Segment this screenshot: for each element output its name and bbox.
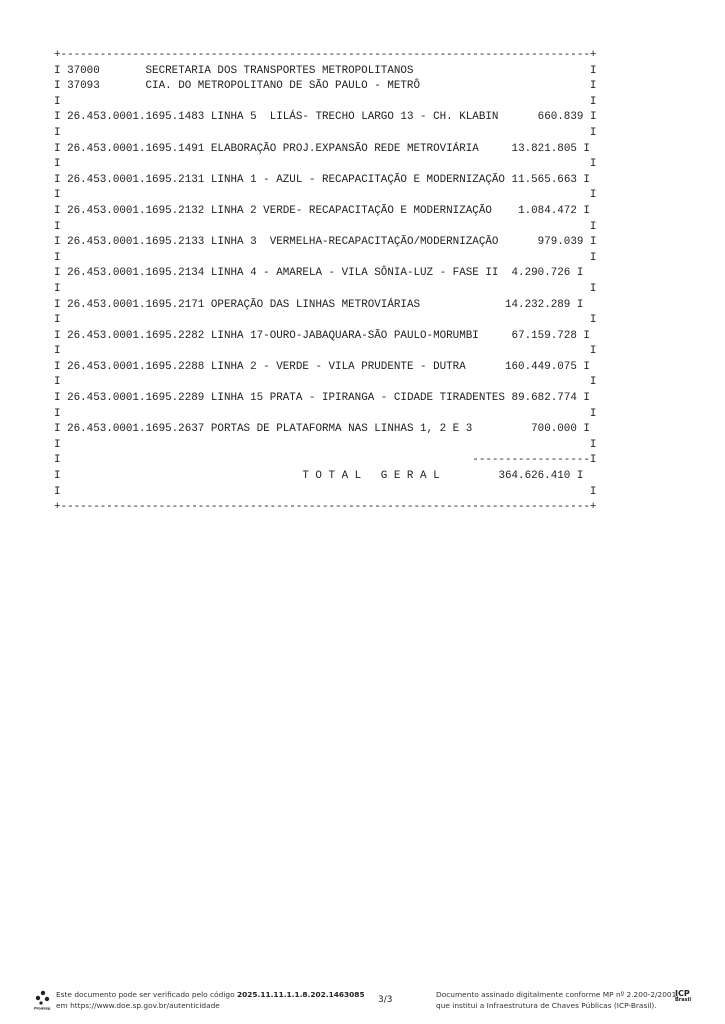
verification-note xyxy=(56,990,365,1011)
item-row: I 26.453.0001.1695.2288 LINHA 2 - VERDE - VILA PRUDENTE - DUTRA 160.449.075 I xyxy=(54,360,590,373)
item-value: 13.821.805 xyxy=(511,142,577,155)
verify-prefix: Este documento pode ser verificado pelo código xyxy=(56,990,235,999)
item-code: 26.453.0001.1695.2134 xyxy=(67,267,205,280)
item-value: 89.682.774 xyxy=(511,392,577,405)
item-description: LINHA 5 LILÁS- TRECHO LARGO 13 - CH. KLABIN xyxy=(210,111,499,124)
budget-report: +---------------------------------------------------------------------------------+ I 37000 SECRETARIA DOS TRANSPORTES METROPOLITANOS I I 37093 CIA. DO METROPOLITANO DE SÃO PAULO - METRÔ I I I I 26.453.0001.1695.1483 LINHA 5 LILÁS- TRECHO LARGO 13 - CH. KLABIN 660.839 I I I I 26.453.0001.1695.1491 ELABORAÇÃO PROJ.EXPANSÃO REDE METROVIÁRIA 13.821.805 I I I I 26.453.0001.1695.2131 LINHA 1 - AZUL - RECAPACITAÇÃO E MODERNIZAÇÃO 11.565.663 I I I I 26.453.0001.1695.2132 LINHA 2 VERDE- RECAPACITAÇÃO E MODERNIZAÇÃO 1.084.472 I I I I 26.453.0001.1695.2133 LINHA 3 VERMELHA-RECAPACITAÇÃO/MODERNIZAÇÃO 979.039 I I I I 26.453.0001.1695.2134 LINHA 4 - AMARELA - VILA SÔNIA-LUZ - FASE II 4.290.726 I I I I 26.453.0001.1695.2171 OPERAÇÃO DAS LINHAS METROVIÁRIAS 14.232.289 I I I I 26.453.0001.1695.2282 LINHA 17-OURO-JABAQUARA-SÃO PAULO-MORUMBI 67.159.728 I I I I 26.453.0001.1695.2288 LINHA 2 - VERDE - VILA PRUDENTE - DUTRA 160.449.075 I I I I 26.453.0001.1695.2289 LINHA 15 PRATA - IPIRANGA - CIDADE TIRADENTES 89.682.774 I I I I 26.453.0001.1695.2637 PORTAS DE PLATAFORMA NAS LINHAS 1, 2 E 3 700.000 I I I I ------------------I I T O T A L G E R A L 364.626.410 I I I +---------------------------------------------------------------------------------+ xyxy=(54,48,596,516)
signed-line-1: Documento assinado digitalmente conforme MP nº 2.200-2/2001, xyxy=(436,990,679,999)
org-code: 37093 xyxy=(67,80,100,93)
item-description: OPERAÇÃO DAS LINHAS METROVIÁRIAS xyxy=(210,298,421,311)
item-description: LINHA 2 - VERDE - VILA PRUDENTE - DUTRA xyxy=(210,360,466,373)
total-row: I T O T A L G E R A L 364.626.410 I xyxy=(54,470,584,483)
org-row: I 37093 CIA. DO METROPOLITANO DE SÃO PAULO - METRÔ I xyxy=(54,80,597,93)
page-footer xyxy=(0,988,725,1018)
item-value: 4.290.726 xyxy=(511,267,571,280)
item-description: ELABORAÇÃO PROJ.EXPANSÃO REDE METROVIÁRIA xyxy=(210,142,479,155)
item-description: LINHA 15 PRATA - IPIRANGA - CIDADE TIRADENTES xyxy=(210,392,505,405)
logo-caption: Prodesp xyxy=(34,1006,51,1010)
item-code: 26.453.0001.1695.2637 xyxy=(67,423,205,436)
item-code: 26.453.0001.1695.1491 xyxy=(67,142,205,155)
prodesp-logo-icon xyxy=(34,990,52,1010)
org-code: 37000 xyxy=(67,64,100,77)
total-label: T O T A L G E R A L xyxy=(302,470,440,483)
org-name: SECRETARIA DOS TRANSPORTES METROPOLITANOS xyxy=(145,64,414,77)
item-row: I 26.453.0001.1695.2132 LINHA 2 VERDE- RECAPACITAÇÃO E MODERNIZAÇÃO 1.084.472 I xyxy=(54,204,590,217)
item-row: I 26.453.0001.1695.1491 ELABORAÇÃO PROJ.EXPANSÃO REDE METROVIÁRIA 13.821.805 I xyxy=(54,142,590,155)
item-value: 1.084.472 xyxy=(518,204,577,217)
item-code: 26.453.0001.1695.2289 xyxy=(67,392,205,405)
verify-code: 2025.11.11.1.1.8.202.1463085 xyxy=(236,990,365,999)
item-code: 26.453.0001.1695.2288 xyxy=(67,360,205,373)
verify-url[interactable]: em https://www.doe.sp.gov.br/autenticidade xyxy=(56,1000,220,1010)
page-number: 3/3 xyxy=(378,995,393,1005)
item-description: LINHA 1 - AZUL - RECAPACITAÇÃO E MODERNIZAÇÃO xyxy=(210,173,505,186)
item-row: I 26.453.0001.1695.2133 LINHA 3 VERMELHA-RECAPACITAÇÃO/MODERNIZAÇÃO 979.039 I xyxy=(54,236,597,249)
report-border-bottom: +---------------------------------------------------------------------------------+ xyxy=(54,501,597,514)
item-description: LINHA 2 VERDE- RECAPACITAÇÃO E MODERNIZAÇÃO xyxy=(210,204,492,217)
icp-logo-sub: Brasil xyxy=(675,997,692,1003)
item-description: LINHA 3 VERMELHA-RECAPACITAÇÃO/MODERNIZAÇÃO xyxy=(210,236,499,249)
item-value: 67.159.728 xyxy=(511,329,577,342)
item-row: I 26.453.0001.1695.1483 LINHA 5 LILÁS- TRECHO LARGO 13 - CH. KLABIN 660.839 I xyxy=(54,111,597,124)
item-code: 26.453.0001.1695.2132 xyxy=(67,204,205,217)
item-value: 979.039 xyxy=(537,236,584,249)
signed-line-2: que institui a Infraestrutura de Chaves Públicas (ICP-Brasil). xyxy=(436,1000,657,1010)
total-rule: ------------------ xyxy=(472,454,590,467)
item-code: 26.453.0001.1695.2131 xyxy=(67,173,205,186)
item-description: PORTAS DE PLATAFORMA NAS LINHAS 1, 2 E 3 xyxy=(210,423,473,436)
item-row: I 26.453.0001.1695.2289 LINHA 15 PRATA - IPIRANGA - CIDADE TIRADENTES 89.682.774 I xyxy=(54,392,590,405)
item-value: 700.000 xyxy=(531,423,577,436)
item-row: I 26.453.0001.1695.2171 OPERAÇÃO DAS LINHAS METROVIÁRIAS 14.232.289 I xyxy=(54,298,584,311)
item-row: I 26.453.0001.1695.2282 LINHA 17-OURO-JABAQUARA-SÃO PAULO-MORUMBI 67.159.728 I xyxy=(54,329,590,342)
item-value: 11.565.663 xyxy=(511,173,577,186)
item-value: 660.839 xyxy=(537,111,584,124)
item-value: 160.449.075 xyxy=(504,360,577,373)
item-code: 26.453.0001.1695.2133 xyxy=(67,236,205,249)
org-name: CIA. DO METROPOLITANO DE SÃO PAULO - METRÔ xyxy=(145,80,421,93)
item-row: I 26.453.0001.1695.2131 LINHA 1 - AZUL - RECAPACITAÇÃO E MODERNIZAÇÃO 11.565.663 I xyxy=(54,173,590,186)
item-code: 26.453.0001.1695.1483 xyxy=(67,111,205,124)
icp-logo-text: ICP xyxy=(675,989,690,998)
item-code: 26.453.0001.1695.2282 xyxy=(67,329,205,342)
report-border-top: +---------------------------------------------------------------------------------+ xyxy=(54,49,597,61)
item-row: I 26.453.0001.1695.2134 LINHA 4 - AMARELA - VILA SÔNIA-LUZ - FASE II 4.290.726 I xyxy=(54,267,584,280)
item-row: I 26.453.0001.1695.2637 PORTAS DE PLATAFORMA NAS LINHAS 1, 2 E 3 700.000 I xyxy=(54,423,590,436)
org-row: I 37000 SECRETARIA DOS TRANSPORTES METROPOLITANOS I xyxy=(54,64,597,77)
item-value: 14.232.289 xyxy=(504,298,571,311)
item-code: 26.453.0001.1695.2171 xyxy=(67,298,205,311)
total-value: 364.626.410 xyxy=(498,470,571,483)
item-description: LINHA 17-OURO-JABAQUARA-SÃO PAULO-MORUMBI xyxy=(210,329,479,342)
signature-note xyxy=(436,990,679,1011)
item-description: LINHA 4 - AMARELA - VILA SÔNIA-LUZ - FASE II xyxy=(210,267,499,280)
total-rule-row: I ------------------I xyxy=(54,454,597,467)
icp-brasil-logo-icon xyxy=(675,990,697,1014)
